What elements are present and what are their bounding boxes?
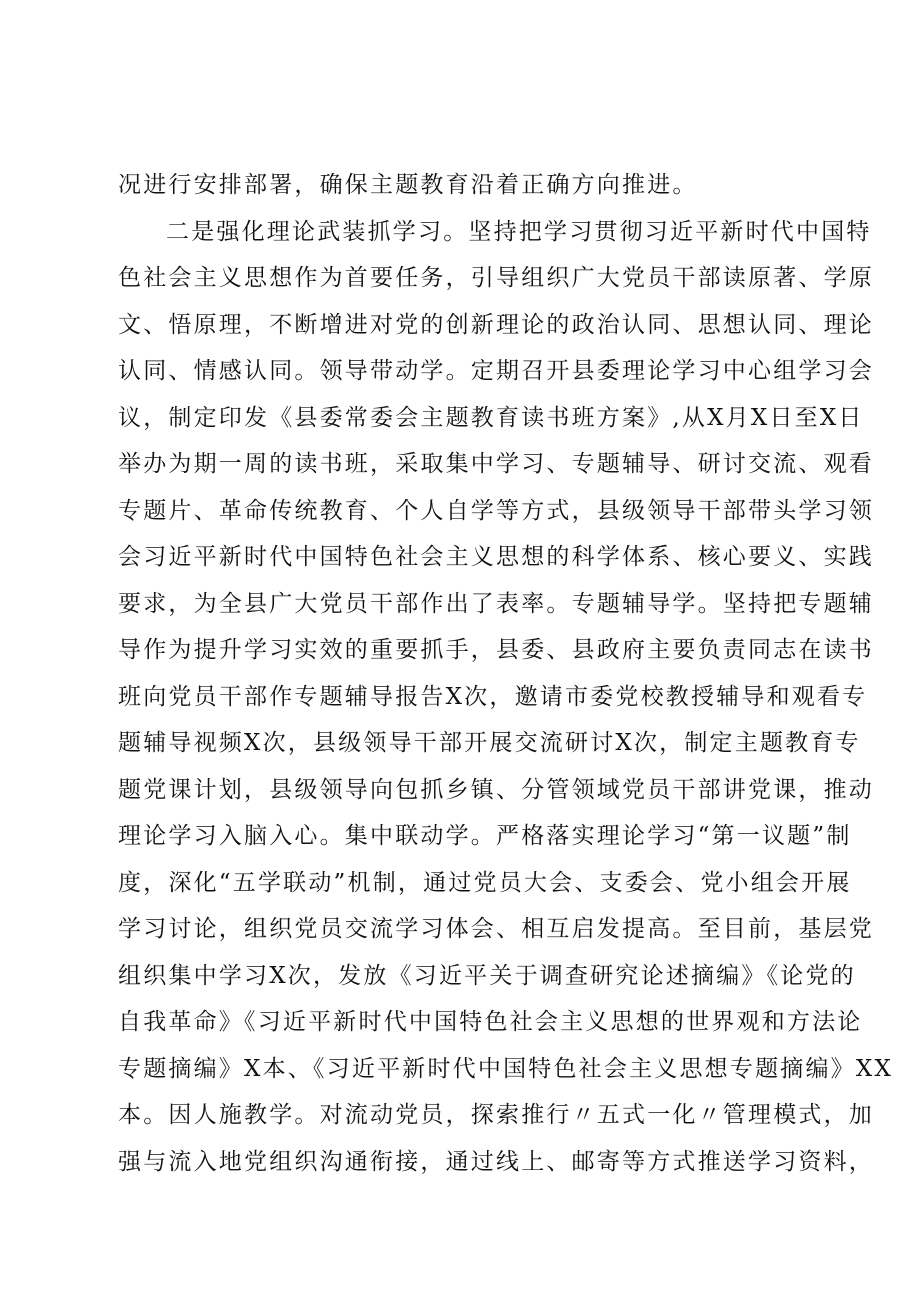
text-line: 班向党员干部作专题辅导报告X次，邀请市委党校教授辅导和观看专	[118, 683, 868, 710]
body-text	[118, 162, 894, 1185]
text-line: 题党课计划，县级领导向包抓乡镇、分管领域党员干部讲党课，推动	[118, 776, 874, 803]
text-line: 本。因人施教学。对流动党员，探索推行〃五式一化〃管理模式，加	[118, 1102, 874, 1128]
text-line: 学习讨论，组织党员交流学习体会、相互启发提高。至目前，基层党	[118, 916, 874, 942]
text-line: 认同、情感认同。领导带动学。定期召开县委理论学习中心组学习会	[118, 358, 874, 384]
text-line: 色社会主义思想作为首要任务，引导组织广大党员干部读原著、学原	[118, 265, 874, 291]
text-line: 举办为期一周的读书班，采取集中学习、专题辅导、研讨交流、观看	[118, 451, 874, 477]
text-line: 议，制定印发《县委常委会主题教育读书班方案》,从X月X日至X日	[118, 404, 864, 431]
text-line: 文、悟原理，不断增进对党的创新理论的政治认同、思想认同、理论	[118, 311, 874, 338]
text-line: 况进行安排部署，确保主题教育沿着正确方向推进。	[118, 172, 698, 198]
text-line: 会习近平新时代中国特色社会主义思想的科学体系、核心要义、实践	[118, 544, 874, 570]
text-line: 专题片、革命传统教育、个人自学等方式，县级领导干部带头学习领	[118, 497, 874, 524]
paragraph-first-line: 二是强化理论武装抓学习。坚持把学习贯彻习近平新时代中国特	[166, 218, 872, 245]
text-line: 度，深化“五学联动”机制，通过党员大会、支委会、党小组会开展	[118, 869, 852, 896]
text-line: 要求，为全县广大党员干部作出了表率。专题辅导学。坚持把专题辅	[118, 590, 874, 617]
text-line: 自我革命》《习近平新时代中国特色社会主义思想的世界观和方法论	[118, 1009, 863, 1035]
text-line: 题辅导视频X次，县级领导干部开展交流研讨X次，制定主题教育专	[118, 730, 861, 756]
text-line: 导作为提升学习实效的重要抓手，县委、县政府主要负责同志在读书	[118, 637, 874, 663]
text-line: 组织集中学习X次，发放《习近平关于调查研究论述摘编》《论党的	[118, 962, 856, 989]
text-line: 专题摘编》X本、《习近平新时代中国特色社会主义思想专题摘编》XX	[118, 1055, 894, 1082]
text-line: 强与流入地党组织沟通衔接，通过线上、邮寄等方式推送学习资料，	[118, 1148, 874, 1175]
text-line: 理论学习入脑入心。集中联动学。严格落实理论学习“第一议题”制	[118, 823, 852, 849]
